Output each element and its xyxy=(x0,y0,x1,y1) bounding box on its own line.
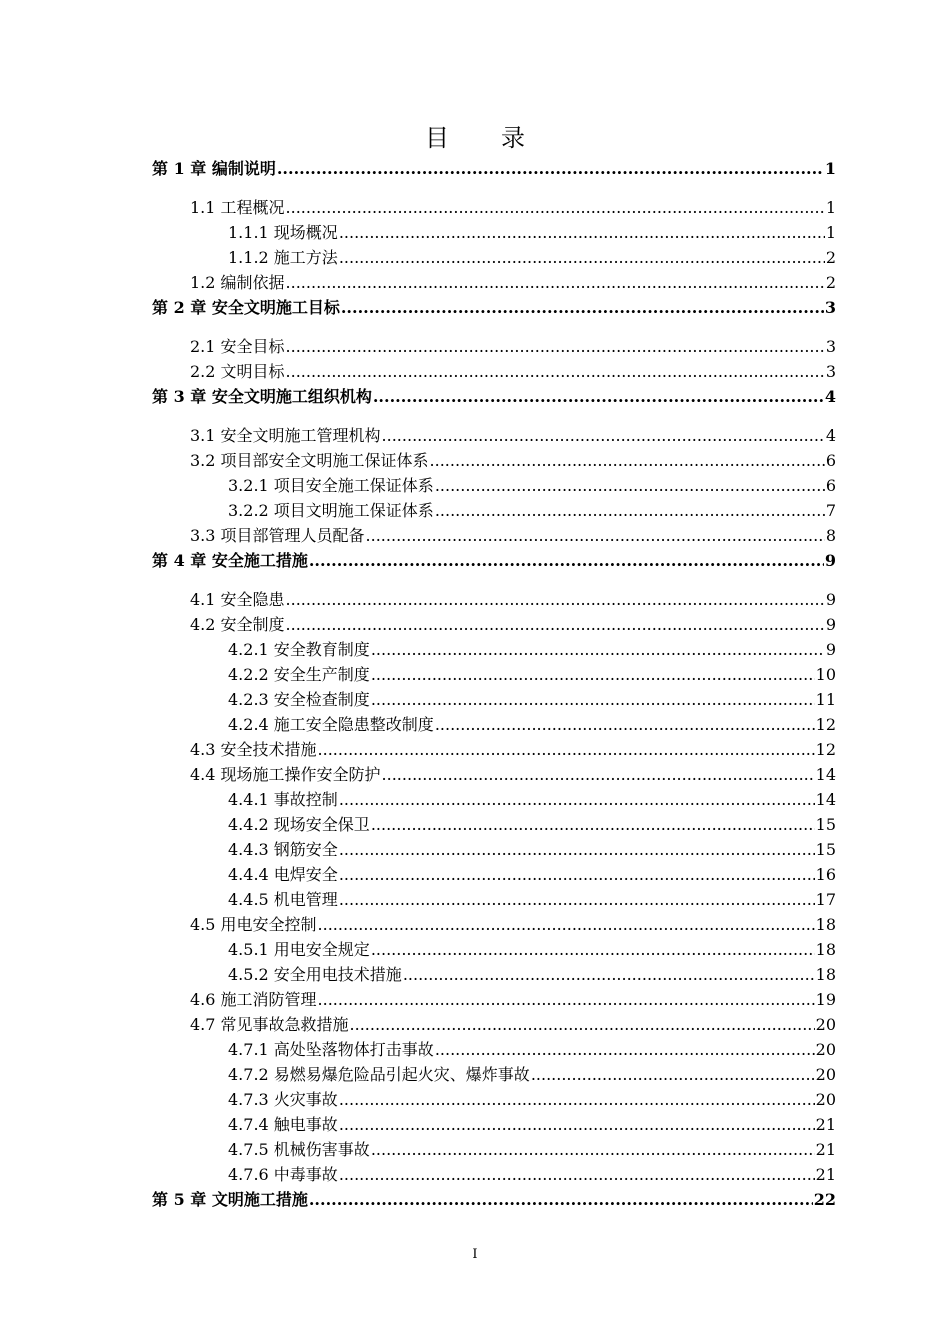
toc-entry-page-number: 1 xyxy=(825,223,836,242)
toc-entry[interactable] xyxy=(152,359,836,384)
toc-dot-leader xyxy=(339,220,825,245)
toc-dot-leader xyxy=(339,887,815,912)
toc-entry-page-number: 18 xyxy=(815,940,836,959)
toc-entry[interactable] xyxy=(152,737,836,762)
toc-dot-leader xyxy=(435,498,825,523)
toc-entry-label: 3.1 安全文明施工管理机构 xyxy=(190,426,381,445)
toc-dot-leader xyxy=(286,195,825,220)
toc-dot-leader xyxy=(339,787,815,812)
toc-entry[interactable] xyxy=(152,1087,836,1112)
toc-entry-label: 1.2 编制依据 xyxy=(190,273,285,292)
toc-entry[interactable] xyxy=(152,1137,836,1162)
toc-dot-leader xyxy=(435,712,815,737)
toc-dot-leader xyxy=(286,270,825,295)
toc-dot-leader xyxy=(371,937,815,962)
toc-entry-page-number: 9 xyxy=(825,640,836,659)
toc-chapter-entry[interactable] xyxy=(152,548,836,573)
toc-entry[interactable] xyxy=(152,1112,836,1137)
toc-entry[interactable] xyxy=(152,887,836,912)
toc-dot-leader xyxy=(339,862,815,887)
toc-entry[interactable] xyxy=(152,1037,836,1062)
toc-dot-leader xyxy=(382,762,815,787)
toc-dot-leader xyxy=(435,1037,815,1062)
toc-entry-page-number: 12 xyxy=(815,740,836,759)
toc-entry-page-number: 18 xyxy=(815,915,836,934)
toc-entry[interactable] xyxy=(152,812,836,837)
toc-entry-page-number: 20 xyxy=(815,1065,836,1084)
toc-entry[interactable] xyxy=(152,612,836,637)
toc-entry[interactable] xyxy=(152,448,836,473)
toc-title-char-2: 录 xyxy=(501,124,525,152)
toc-entry-label: 3.2 项目部安全文明施工保证体系 xyxy=(190,451,429,470)
toc-entry-label: 4.7.1 高处坠落物体打击事故 xyxy=(228,1040,434,1059)
toc-entry-label: 第 2 章 安全文明施工目标 xyxy=(152,298,340,317)
toc-entry[interactable] xyxy=(152,1062,836,1087)
toc-entry-page-number: 21 xyxy=(815,1165,836,1184)
toc-entry-label: 4.5.1 用电安全规定 xyxy=(228,940,370,959)
toc-entry-label: 4.7.5 机械伤害事故 xyxy=(228,1140,370,1159)
toc-entry-page-number: 20 xyxy=(815,1090,836,1109)
toc-entry[interactable] xyxy=(152,220,836,245)
toc-entry-page-number: 21 xyxy=(815,1115,836,1134)
toc-dot-leader xyxy=(339,1162,815,1187)
toc-chapter-entry[interactable] xyxy=(152,295,836,320)
toc-entry-page-number: 9 xyxy=(824,551,836,570)
toc-entry[interactable] xyxy=(152,912,836,937)
toc-entry-label: 4.1 安全隐患 xyxy=(190,590,285,609)
toc-entry-label: 4.6 施工消防管理 xyxy=(190,990,317,1009)
toc-entry-label: 4.7.2 易燃易爆危险品引起火灾、爆炸事故 xyxy=(228,1065,530,1084)
toc-chapter-entry[interactable] xyxy=(152,156,836,181)
toc-entry-page-number: 21 xyxy=(815,1140,836,1159)
toc-entry-label: 3.2.2 项目文明施工保证体系 xyxy=(228,501,434,520)
toc-dot-leader xyxy=(339,837,815,862)
toc-entry-page-number: 3 xyxy=(824,298,836,317)
toc-entry-page-number: 8 xyxy=(825,526,836,545)
toc-dot-leader xyxy=(382,423,825,448)
toc-entry-page-number: 18 xyxy=(815,965,836,984)
toc-entry-page-number: 14 xyxy=(815,790,836,809)
toc-entry-page-number: 22 xyxy=(813,1190,836,1209)
toc-dot-leader xyxy=(277,156,824,181)
toc-entry[interactable] xyxy=(152,523,836,548)
toc-entry-label: 第 1 章 编制说明 xyxy=(152,159,276,178)
toc-entry-page-number: 6 xyxy=(825,476,836,495)
toc-entry-label: 4.4.5 机电管理 xyxy=(228,890,338,909)
toc-dot-leader xyxy=(366,523,825,548)
toc-entry[interactable] xyxy=(152,712,836,737)
toc-entry[interactable] xyxy=(152,837,836,862)
toc-entry[interactable] xyxy=(152,787,836,812)
toc-dot-leader xyxy=(286,612,825,637)
toc-entry-label: 4.7.4 触电事故 xyxy=(228,1115,338,1134)
toc-entry-label: 第 4 章 安全施工措施 xyxy=(152,551,308,570)
toc-dot-leader xyxy=(286,587,825,612)
toc-entry-page-number: 2 xyxy=(825,248,836,267)
toc-entry-label: 4.2.3 安全检查制度 xyxy=(228,690,370,709)
toc-title-char-1: 目 xyxy=(425,124,449,152)
toc-entry[interactable] xyxy=(152,334,836,359)
toc-dot-leader xyxy=(286,334,825,359)
toc-entry[interactable] xyxy=(152,937,836,962)
toc-dot-leader xyxy=(430,448,825,473)
toc-entry-label: 4.2.2 安全生产制度 xyxy=(228,665,370,684)
toc-entry-page-number: 16 xyxy=(815,865,836,884)
toc-entry[interactable] xyxy=(152,987,836,1012)
toc-dot-leader xyxy=(371,637,825,662)
toc-entry-page-number: 11 xyxy=(815,690,836,709)
toc-entry-label: 2.1 安全目标 xyxy=(190,337,285,356)
toc-entry-page-number: 14 xyxy=(815,765,836,784)
toc-entry-label: 第 5 章 文明施工措施 xyxy=(152,1190,308,1209)
toc-entry-label: 1.1 工程概况 xyxy=(190,198,285,217)
toc-entry-page-number: 20 xyxy=(815,1040,836,1059)
toc-entry-page-number: 17 xyxy=(815,890,836,909)
toc-dot-leader xyxy=(341,295,824,320)
toc-entry-label: 4.2.1 安全教育制度 xyxy=(228,640,370,659)
toc-entry-page-number: 7 xyxy=(825,501,836,520)
toc-entry-page-number: 9 xyxy=(825,590,836,609)
toc-chapter-entry[interactable] xyxy=(152,384,836,409)
toc-entry-label: 4.7.6 中毒事故 xyxy=(228,1165,338,1184)
toc-entry-page-number: 10 xyxy=(815,665,836,684)
toc-entry[interactable] xyxy=(152,498,836,523)
toc-entry-label: 1.1.2 施工方法 xyxy=(228,248,338,267)
toc-entry-page-number: 4 xyxy=(824,387,836,406)
toc-entry-label: 4.4.1 事故控制 xyxy=(228,790,338,809)
toc-entry-page-number: 9 xyxy=(825,615,836,634)
toc-entry[interactable] xyxy=(152,245,836,270)
toc-entry[interactable] xyxy=(152,962,836,987)
toc-entry-label: 4.4 现场施工操作安全防护 xyxy=(190,765,381,784)
toc-entry-page-number: 12 xyxy=(815,715,836,734)
toc-entry-page-number: 15 xyxy=(815,840,836,859)
toc-entry-label: 4.4.3 钢筋安全 xyxy=(228,840,338,859)
toc-entry-page-number: 3 xyxy=(825,362,836,381)
toc-dot-leader xyxy=(286,359,825,384)
toc-entry-label: 4.4.4 电焊安全 xyxy=(228,865,338,884)
toc-title xyxy=(0,118,950,153)
toc-dot-leader xyxy=(371,662,815,687)
toc-entry[interactable] xyxy=(152,762,836,787)
toc-entry[interactable] xyxy=(152,1162,836,1187)
toc-entry-page-number: 4 xyxy=(825,426,836,445)
toc-dot-leader xyxy=(309,548,824,573)
toc-dot-leader xyxy=(318,737,815,762)
toc-entry[interactable] xyxy=(152,423,836,448)
toc-entry-page-number: 19 xyxy=(815,990,836,1009)
toc-dot-leader xyxy=(531,1062,815,1087)
toc-entry-page-number: 20 xyxy=(815,1015,836,1034)
toc-entry-label: 2.2 文明目标 xyxy=(190,362,285,381)
toc-entry-label: 3.2.1 项目安全施工保证体系 xyxy=(228,476,434,495)
toc-entry[interactable] xyxy=(152,270,836,295)
toc-entry[interactable] xyxy=(152,637,836,662)
toc-dot-leader xyxy=(318,987,815,1012)
toc-entry[interactable] xyxy=(152,1012,836,1037)
toc-entry-label: 第 3 章 安全文明施工组织机构 xyxy=(152,387,372,406)
toc-dot-leader xyxy=(339,1112,815,1137)
toc-dot-leader xyxy=(350,1012,815,1037)
toc-entry[interactable] xyxy=(152,195,836,220)
toc-dot-leader xyxy=(371,687,815,712)
toc-dot-leader xyxy=(371,1137,815,1162)
toc-entry-label: 1.1.1 现场概况 xyxy=(228,223,338,242)
toc-entry[interactable] xyxy=(152,473,836,498)
toc-entry-label: 4.2.4 施工安全隐患整改制度 xyxy=(228,715,434,734)
toc-dot-leader xyxy=(318,912,815,937)
toc-dot-leader xyxy=(373,384,824,409)
toc-entry-label: 3.3 项目部管理人员配备 xyxy=(190,526,365,545)
toc-entry-label: 4.2 安全制度 xyxy=(190,615,285,634)
toc-entry-label: 4.7 常见事故急救措施 xyxy=(190,1015,349,1034)
toc-entry-page-number: 1 xyxy=(825,198,836,217)
toc-entry-label: 4.7.3 火灾事故 xyxy=(228,1090,338,1109)
toc-entry[interactable] xyxy=(152,662,836,687)
toc-dot-leader xyxy=(339,245,825,270)
toc-dot-leader xyxy=(371,812,815,837)
toc-entry-page-number: 6 xyxy=(825,451,836,470)
toc-dot-leader xyxy=(339,1087,815,1112)
toc-entry-label: 4.5.2 安全用电技术措施 xyxy=(228,965,402,984)
toc-entry-label: 4.3 安全技术措施 xyxy=(190,740,317,759)
toc-entry-page-number: 1 xyxy=(824,159,836,178)
toc-entry[interactable] xyxy=(152,862,836,887)
toc-dot-leader xyxy=(309,1187,813,1212)
toc-entry[interactable] xyxy=(152,687,836,712)
toc-entry-label: 4.5 用电安全控制 xyxy=(190,915,317,934)
toc-chapter-entry[interactable] xyxy=(152,1187,836,1212)
toc-entry-label: 4.4.2 现场安全保卫 xyxy=(228,815,370,834)
table-of-contents xyxy=(152,156,836,1212)
toc-entry[interactable] xyxy=(152,587,836,612)
page-number: I xyxy=(472,1247,478,1262)
toc-dot-leader xyxy=(435,473,825,498)
toc-entry-page-number: 15 xyxy=(815,815,836,834)
toc-dot-leader xyxy=(403,962,815,987)
toc-entry-page-number: 3 xyxy=(825,337,836,356)
toc-entry-page-number: 2 xyxy=(825,273,836,292)
